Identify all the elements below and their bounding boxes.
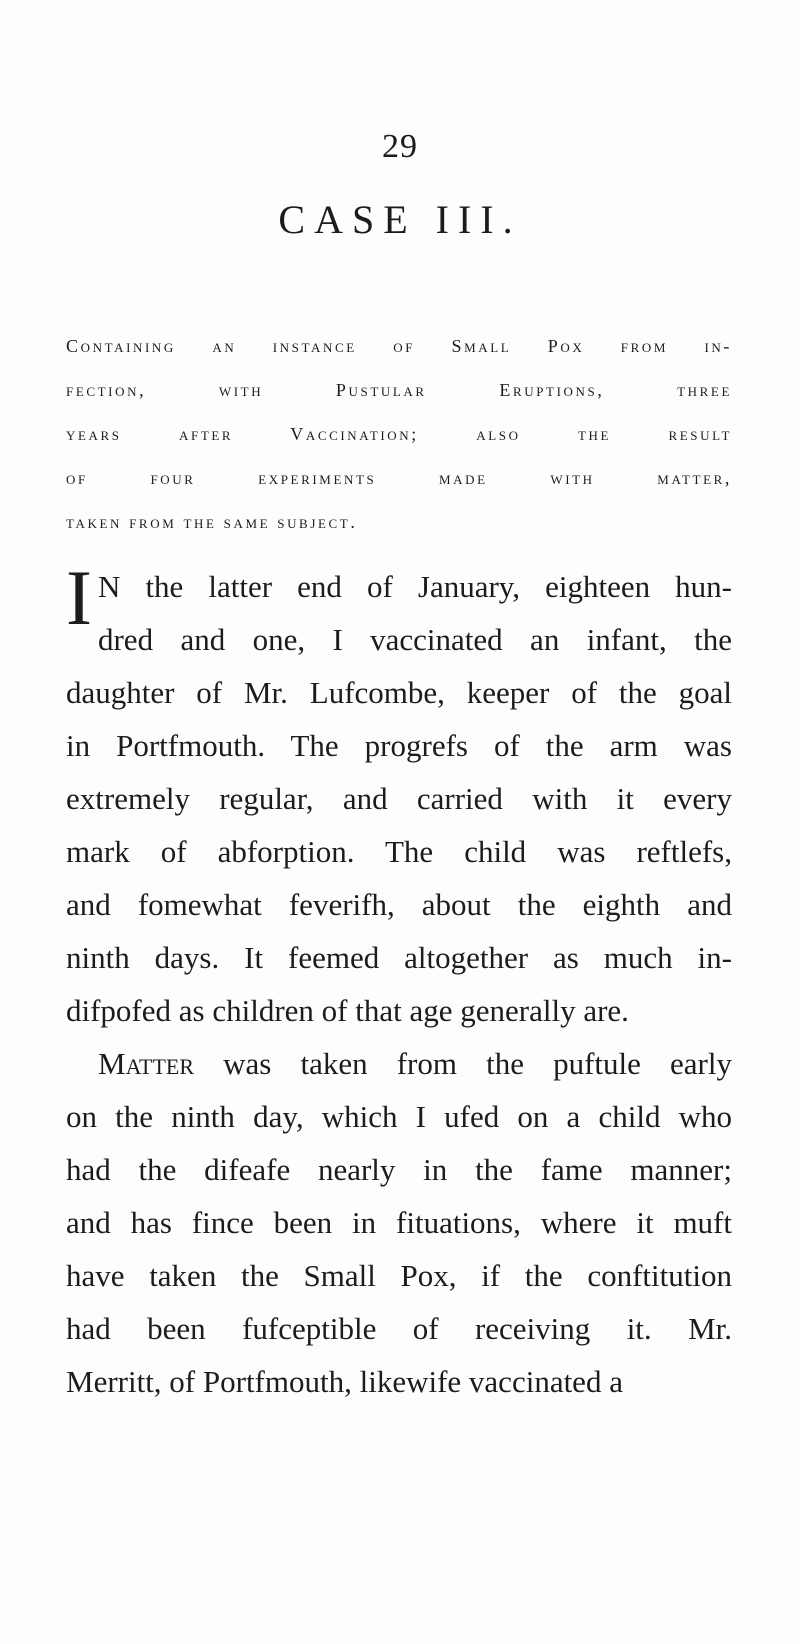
paragraph [66, 554, 732, 1037]
text-line [66, 1037, 732, 1090]
text-line: N the latter end of January, eighteen hun- [97, 569, 732, 604]
summary-line: taken from the same subject. [66, 512, 358, 532]
text-line: mark of abforption. The child was reftlefs, [66, 834, 732, 869]
case-title: CASE III. [278, 197, 522, 242]
text-line: ninth days. It feemed altogether as much in- [66, 940, 732, 975]
summary-line: Containing an instance of Small Pox from in- [66, 336, 732, 356]
text-line: have taken the Small Pox, if the conftitution [66, 1258, 732, 1293]
text-line: extremely regular, and carried with it every [66, 781, 732, 816]
text-line: Merritt, of Portfmouth, likewife vaccinated a [66, 1364, 623, 1399]
text-line: and has fince been in fituations, where it muft [66, 1205, 732, 1240]
text-line: and fomewhat feverifh, about the eighth and [66, 887, 732, 922]
summary-line: years after Vaccination; also the result [66, 424, 732, 444]
text-line: in Portfmouth. The progrefs of the arm was [66, 728, 732, 763]
text-line: dred and one, I vaccinated an infant, the [97, 622, 732, 657]
lead-word: Matter [98, 1046, 195, 1081]
text-line: on the ninth day, which I ufed on a child who [66, 1099, 732, 1134]
text-line: had the difeafe nearly in the fame manner; [66, 1152, 732, 1187]
text-line: daughter of Mr. Lufcombe, keeper of the goal [66, 675, 732, 710]
text-line: difpofed as children of that age generally are. [66, 993, 629, 1028]
page-number: 29 [382, 128, 418, 165]
summary-line: of four experiments made with matter, [66, 468, 732, 488]
paragraph [66, 1037, 732, 1408]
case-summary [66, 324, 732, 544]
body-text [66, 554, 732, 1408]
summary-line: fection, with Pustular Eruptions, three [66, 380, 732, 400]
text-fragment: was taken from the puftule early [194, 1046, 732, 1081]
drop-cap: I [66, 554, 92, 641]
text-line: had been fufceptible of receiving it. Mr. [66, 1311, 732, 1346]
